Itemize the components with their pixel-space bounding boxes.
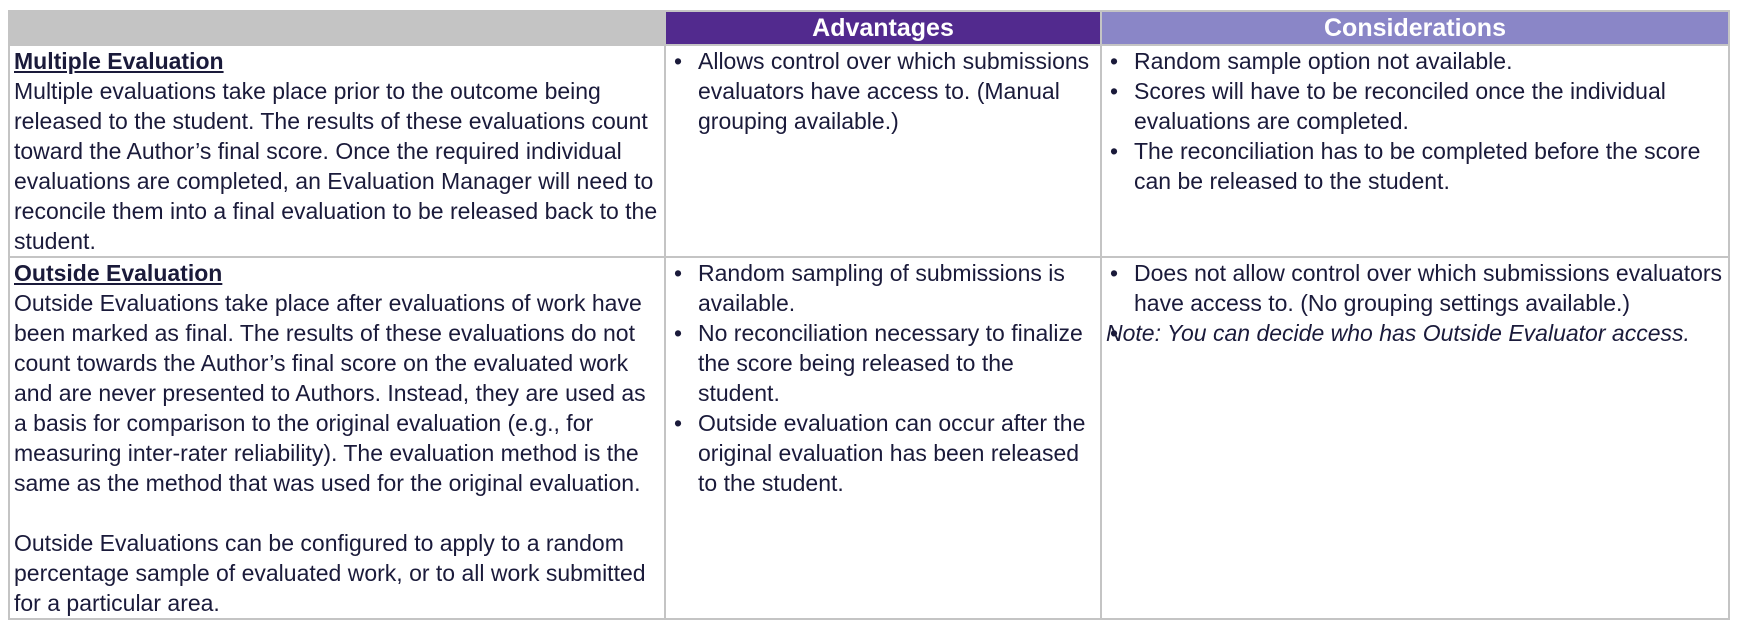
- method-title: Multiple Evaluation: [14, 48, 224, 74]
- method-description-second: Outside Evaluations can be configured to apply to a random percentage sample of evaluated work, or to all work submitted for a particular area.: [14, 530, 646, 616]
- header-blank-cell: [9, 11, 665, 45]
- consideration-item: • Random sample option not available.: [1106, 46, 1724, 76]
- header-considerations: Considerations: [1101, 11, 1729, 45]
- header-advantages: Advantages: [665, 11, 1101, 45]
- considerations-list: [1106, 46, 1724, 196]
- evaluation-comparison-table: [8, 10, 1730, 620]
- method-cell: [9, 257, 665, 619]
- paragraph-gap: [14, 498, 660, 528]
- advantages-cell: [665, 257, 1101, 619]
- advantage-item: • Outside evaluation can occur after the original evaluation has been released to the student.: [670, 408, 1096, 498]
- method-description: Outside Evaluations take place after evaluations of work have been marked as final. The results of these evaluations do not count towards the Author’s final score on the evaluated work and are never presented to Authors. Instead, they are used as a basis for comparison to the original evaluation (e.g., for measuring inter-rater reliability). The evaluation method is the same as the method that was used for the original evaluation.: [14, 290, 646, 496]
- header-row: [9, 11, 1729, 45]
- advantage-item: • Random sampling of submissions is available.: [670, 258, 1096, 318]
- advantage-item: • Allows control over which submissions evaluators have access to. (Manual grouping available.): [670, 46, 1096, 136]
- consideration-item: • The reconciliation has to be completed before the score can be released to the student.: [1106, 136, 1724, 196]
- table-row-multiple-evaluation: [9, 45, 1729, 257]
- considerations-cell: [1101, 257, 1729, 619]
- method-description: Multiple evaluations take place prior to the outcome being released to the student. The results of these evaluations count toward the Author’s final score. Once the required individual evaluations are completed, an Evaluation Manager will need to reconcile them into a final evaluation to be released back to the student.: [14, 78, 658, 254]
- considerations-list: [1106, 258, 1724, 318]
- method-title: Outside Evaluation: [14, 260, 223, 286]
- outside-evaluator-note: Note: You can decide who has Outside Evaluator access.: [1106, 320, 1690, 346]
- advantages-cell: [665, 45, 1101, 257]
- advantages-list: [670, 258, 1096, 498]
- consideration-item: • Does not allow control over which submissions evaluators have access to. (No grouping settings available.): [1106, 258, 1724, 318]
- consideration-item: • Scores will have to be reconciled once the individual evaluations are completed.: [1106, 76, 1724, 136]
- considerations-cell: [1101, 45, 1729, 257]
- table-row-outside-evaluation: [9, 257, 1729, 619]
- advantage-item: • No reconciliation necessary to finalize the score being released to the student.: [670, 318, 1096, 408]
- advantages-list: [670, 46, 1096, 136]
- method-cell: [9, 45, 665, 257]
